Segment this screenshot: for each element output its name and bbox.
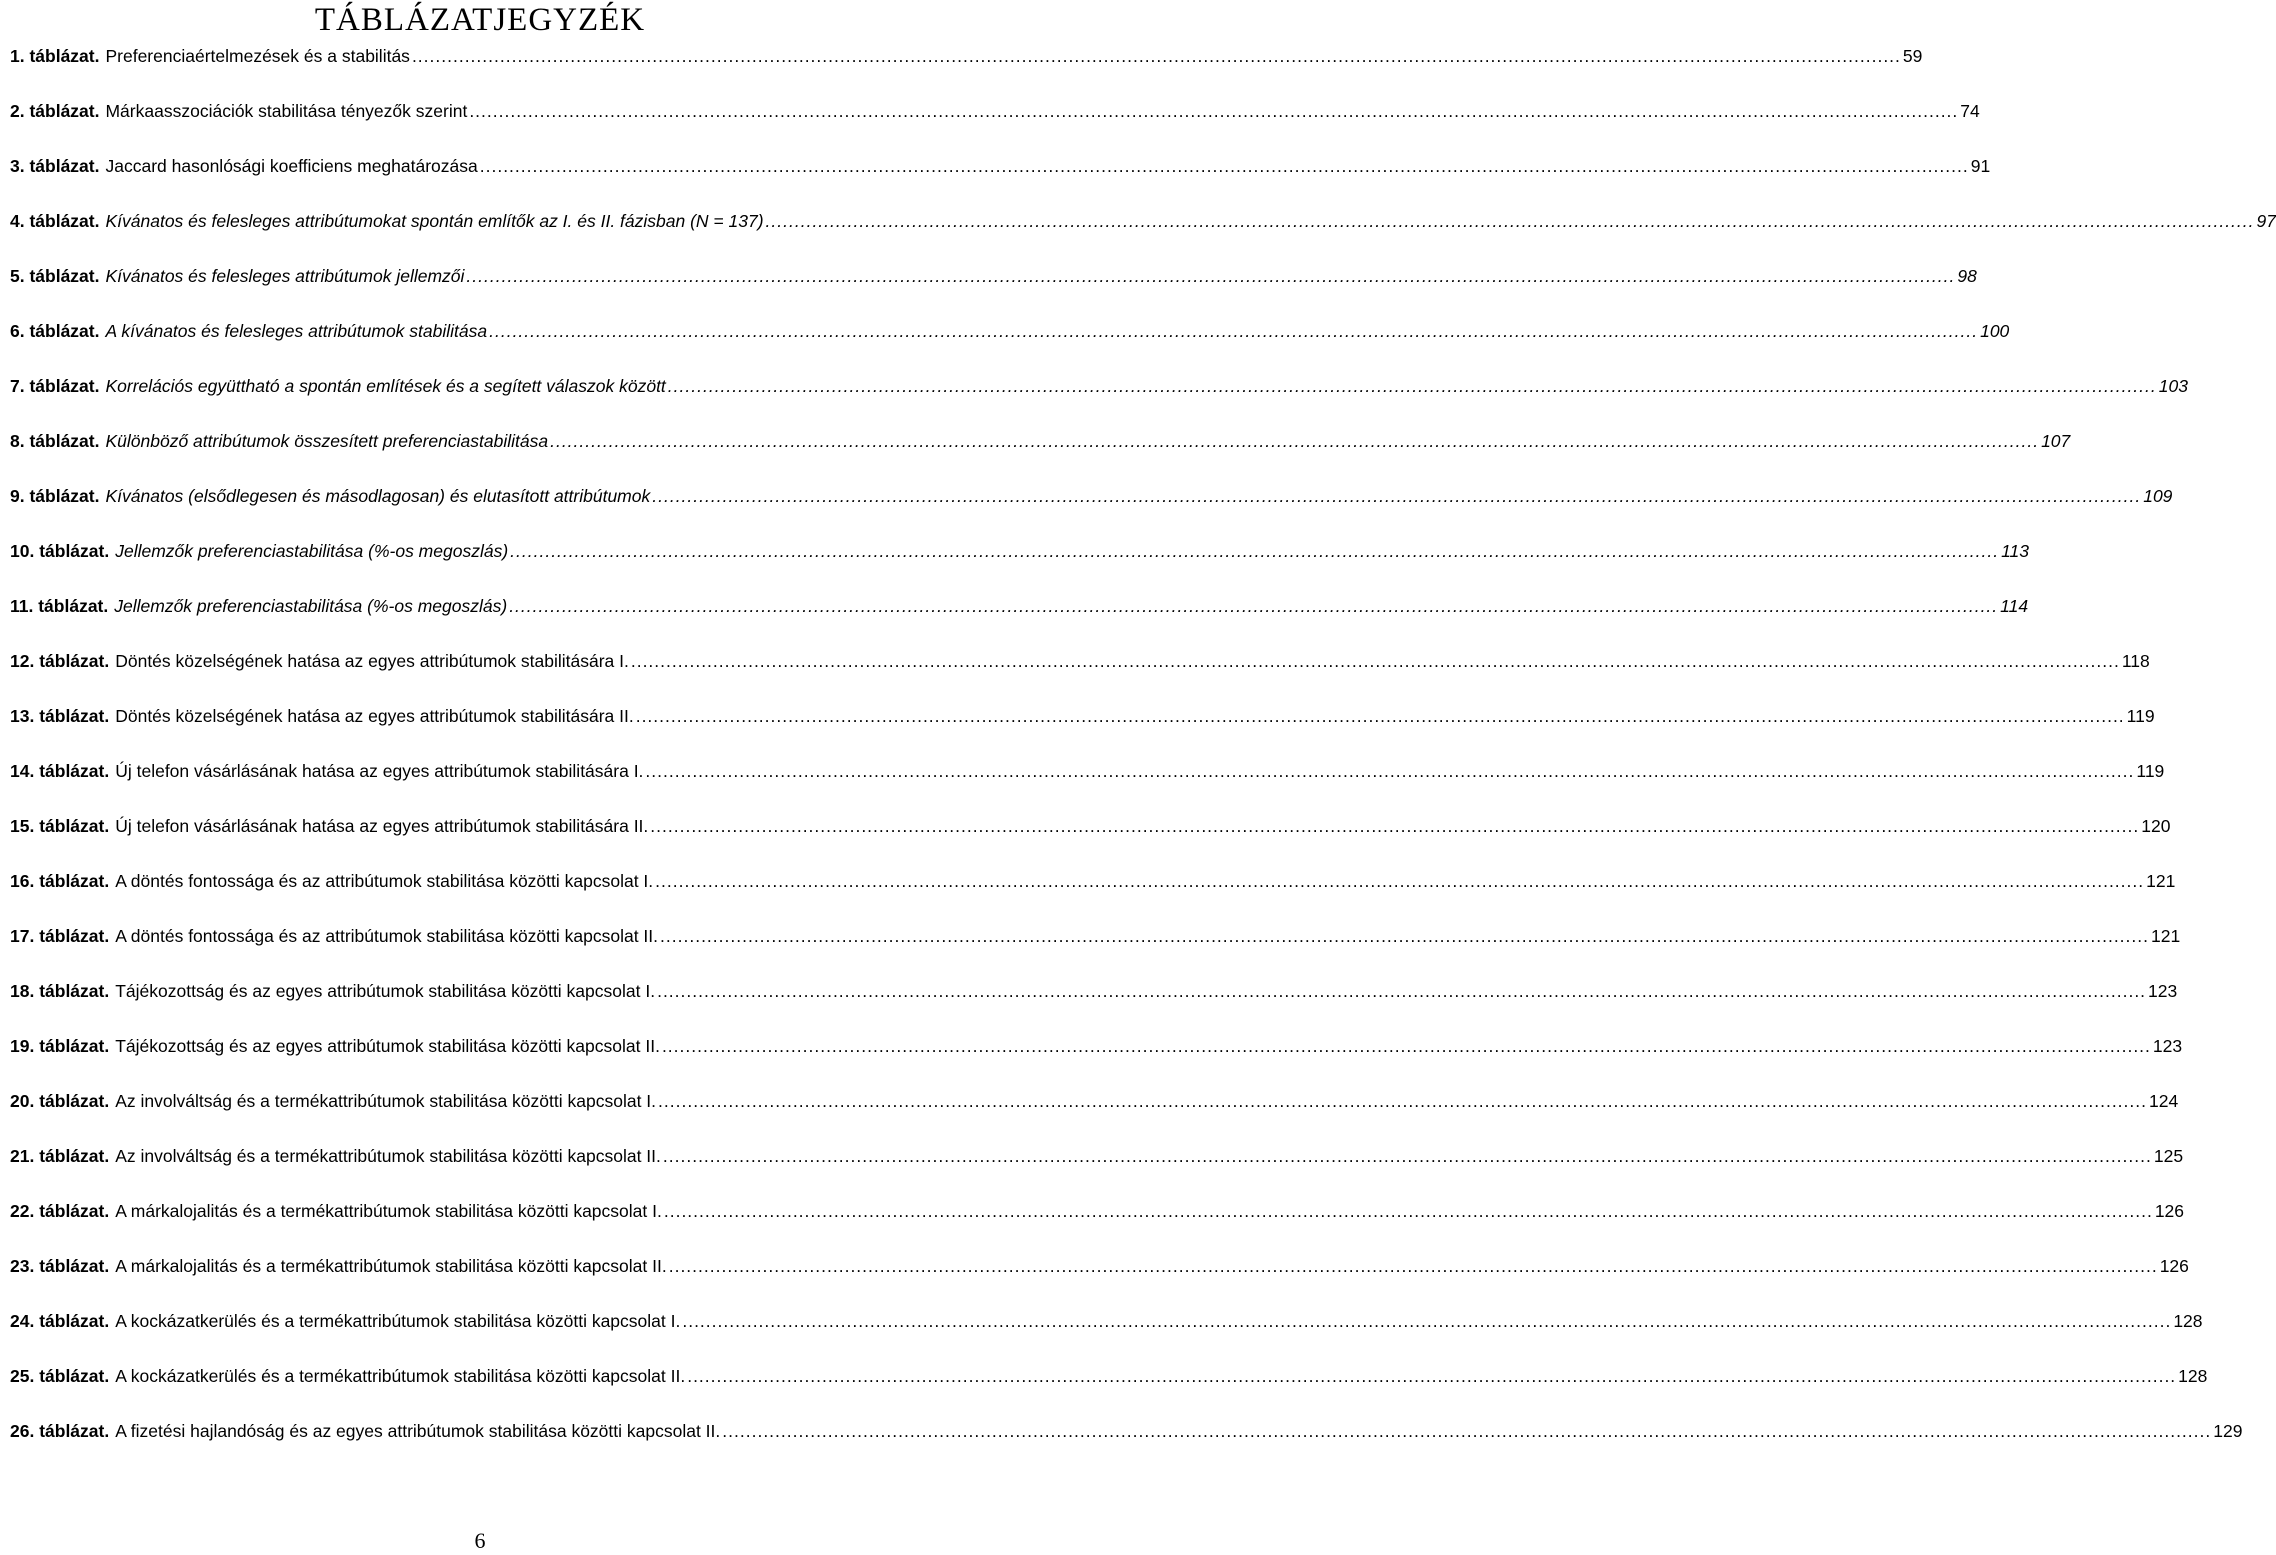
toc-entry-title: Korrelációs együttható a spontán említések és a segített válaszok között bbox=[105, 376, 666, 396]
toc-entry-title: Tájékozottság és az egyes attribútumok stabilitása közötti kapcsolat II. bbox=[115, 1036, 660, 1056]
dot-leader bbox=[669, 1256, 2158, 1277]
toc-entry-title: A döntés fontossága és az attribútumok stabilitása közötti kapcsolat II. bbox=[115, 926, 659, 946]
dot-leader bbox=[658, 1091, 2147, 1112]
toc-entry-page-number: 121 bbox=[2146, 871, 2176, 891]
toc-entry[interactable] bbox=[10, 1366, 2208, 1421]
toc-entry[interactable] bbox=[10, 321, 2010, 376]
toc-entry-label: 18. táblázat. bbox=[10, 981, 110, 1001]
toc-entry-title: Kívánatos (elsődlegesen és másodlagosan) és elutasított attribútumok bbox=[105, 486, 651, 506]
toc-entry-title: Az involváltság és a termékattribútumok stabilitása közötti kapcsolat II. bbox=[115, 1146, 661, 1166]
toc-entry-title: Jellemzők preferenciastabilitása (%-os megoszlás) bbox=[115, 541, 509, 561]
dot-leader bbox=[660, 926, 2149, 947]
dot-leader bbox=[664, 1201, 2153, 1222]
toc-entry-page-number: 59 bbox=[1902, 46, 1923, 66]
dot-leader bbox=[657, 981, 2146, 1002]
toc-entry[interactable] bbox=[10, 1146, 2184, 1201]
toc-entry-label: 2. táblázat. bbox=[10, 101, 100, 121]
toc-entry[interactable] bbox=[10, 486, 2173, 541]
toc-entry-title: Kívánatos és felesleges attribútumokat spontán említők az I. és II. fázisban (N = 137) bbox=[105, 211, 764, 231]
toc-entry[interactable] bbox=[10, 101, 1980, 156]
dot-leader bbox=[652, 486, 2141, 507]
toc-entry-label: 16. táblázat. bbox=[10, 871, 110, 891]
toc-entry-title: Kívánatos és felesleges attribútumok jellemzői bbox=[105, 266, 465, 286]
toc-entry-title: A kívánatos és felesleges attribútumok stabilitása bbox=[105, 321, 488, 341]
toc-entry-page-number: 119 bbox=[2136, 761, 2165, 781]
toc-entry-label: 1. táblázat. bbox=[10, 46, 100, 66]
toc-entry[interactable] bbox=[10, 1201, 2185, 1256]
toc-entry-title: A fizetési hajlandóság és az egyes attribútumok stabilitása közötti kapcsolat II. bbox=[115, 1421, 721, 1441]
toc-entry[interactable] bbox=[10, 651, 2150, 706]
dot-leader bbox=[766, 211, 2255, 232]
toc-entry-title: Döntés közelségének hatása az egyes attribútumok stabilitására II. bbox=[115, 706, 634, 726]
toc-entry-label: 21. táblázat. bbox=[10, 1146, 110, 1166]
toc-entry-title: Márkaasszociációk stabilitása tényezők szerint bbox=[105, 101, 468, 121]
table-of-tables-list bbox=[10, 46, 2276, 1476]
toc-entry-title: A márkalojalitás és a termékattribútumok stabilitása közötti kapcsolat II. bbox=[115, 1256, 667, 1276]
toc-entry-page-number: 107 bbox=[2041, 431, 2071, 451]
toc-entry-label: 8. táblázat. bbox=[10, 431, 100, 451]
toc-entry-title: Különböző attribútumok összesített preferenciastabilitása bbox=[105, 431, 549, 451]
toc-entry-label: 19. táblázat. bbox=[10, 1036, 110, 1056]
toc-entry[interactable] bbox=[10, 1421, 2243, 1476]
toc-entry-page-number: 126 bbox=[2159, 1256, 2189, 1276]
toc-entry[interactable] bbox=[10, 816, 2171, 871]
toc-entry-label: 7. táblázat. bbox=[10, 376, 100, 396]
toc-entry-page-number: 129 bbox=[2213, 1421, 2243, 1441]
toc-entry-label: 9. táblázat. bbox=[10, 486, 100, 506]
toc-entry-title: Döntés közelségének hatása az egyes attribútumok stabilitására I. bbox=[115, 651, 629, 671]
toc-entry-label: 12. táblázat. bbox=[10, 651, 110, 671]
dot-leader bbox=[480, 156, 1969, 177]
toc-entry-label: 17. táblázat. bbox=[10, 926, 110, 946]
toc-entry-page-number: 113 bbox=[2001, 541, 2030, 561]
toc-entry[interactable] bbox=[10, 926, 2181, 981]
toc-entry-label: 11. táblázat. bbox=[10, 596, 109, 616]
dot-leader bbox=[663, 1146, 2152, 1167]
toc-entry-page-number: 123 bbox=[2152, 1036, 2183, 1056]
toc-entry-label: 4. táblázat. bbox=[10, 211, 100, 231]
toc-entry[interactable] bbox=[10, 761, 2165, 816]
dot-leader bbox=[682, 1311, 2171, 1332]
toc-entry-label: 5. táblázat. bbox=[10, 266, 100, 286]
toc-entry-label: 23. táblázat. bbox=[10, 1256, 110, 1276]
dot-leader bbox=[550, 431, 2039, 452]
toc-entry-title: A kockázatkerülés és a termékattribútumok stabilitása közötti kapcsolat I. bbox=[115, 1311, 681, 1331]
dot-leader bbox=[509, 596, 1998, 617]
toc-entry-title: Új telefon vásárlásának hatása az egyes attribútumok stabilitására II. bbox=[115, 816, 649, 836]
dot-leader bbox=[469, 101, 1958, 122]
toc-entry-page-number: 118 bbox=[2121, 651, 2150, 671]
toc-entry-label: 3. táblázat. bbox=[10, 156, 100, 176]
toc-entry-page-number: 98 bbox=[1957, 266, 1977, 286]
page-number: 6 bbox=[474, 1528, 486, 1553]
toc-entry-page-number: 126 bbox=[2154, 1201, 2185, 1221]
toc-entry[interactable] bbox=[10, 871, 2176, 926]
toc-entry[interactable] bbox=[10, 1036, 2183, 1091]
toc-entry-label: 15. táblázat. bbox=[10, 816, 110, 836]
dot-leader bbox=[466, 266, 1955, 287]
dot-leader bbox=[510, 541, 1999, 562]
toc-entry[interactable] bbox=[10, 211, 2276, 266]
dot-leader bbox=[631, 651, 2120, 672]
toc-entry-page-number: 91 bbox=[1970, 156, 1991, 176]
toc-entry-page-number: 97 bbox=[2256, 211, 2276, 231]
dot-leader bbox=[668, 376, 2157, 397]
toc-entry-page-number: 100 bbox=[1980, 321, 2010, 341]
toc-entry-page-number: 128 bbox=[2173, 1311, 2203, 1331]
toc-entry-label: 25. táblázat. bbox=[10, 1366, 110, 1386]
toc-entry-label: 26. táblázat. bbox=[10, 1421, 110, 1441]
toc-entry[interactable] bbox=[10, 266, 1977, 321]
toc-entry-label: 6. táblázat. bbox=[10, 321, 100, 341]
toc-entry-title: A márkalojalitás és a termékattribútumok stabilitása közötti kapcsolat I. bbox=[115, 1201, 662, 1221]
toc-entry-page-number: 123 bbox=[2148, 981, 2178, 1001]
toc-entry-title: Az involváltság és a termékattribútumok stabilitása közötti kapcsolat I. bbox=[115, 1091, 657, 1111]
dot-leader bbox=[645, 761, 2134, 782]
toc-entry-label: 14. táblázat. bbox=[10, 761, 110, 781]
toc-entry-title: Új telefon vásárlásának hatása az egyes attribútumok stabilitására I. bbox=[115, 761, 644, 781]
toc-entry-title: A döntés fontossága és az attribútumok stabilitása közötti kapcsolat I. bbox=[115, 871, 654, 891]
toc-entry-title: Jaccard hasonlósági koefficiens meghatározása bbox=[105, 156, 478, 176]
dot-leader bbox=[489, 321, 1978, 342]
dot-leader bbox=[687, 1366, 2176, 1387]
dot-leader bbox=[412, 46, 1901, 67]
toc-entry[interactable] bbox=[10, 541, 2030, 596]
toc-entry[interactable] bbox=[10, 706, 2155, 761]
toc-entry-page-number: 109 bbox=[2143, 486, 2173, 506]
toc-entry-label: 20. táblázat. bbox=[10, 1091, 110, 1111]
dot-leader bbox=[722, 1421, 2211, 1442]
toc-entry-label: 13. táblázat. bbox=[10, 706, 110, 726]
dot-leader bbox=[636, 706, 2125, 727]
toc-entry-page-number: 114 bbox=[2000, 596, 2029, 616]
toc-entry[interactable] bbox=[10, 1311, 2203, 1366]
toc-entry-page-number: 125 bbox=[2153, 1146, 2184, 1166]
toc-entry[interactable] bbox=[10, 596, 2029, 651]
toc-entry-title: Tájékozottság és az egyes attribútumok stabilitása közötti kapcsolat I. bbox=[115, 981, 656, 1001]
toc-entry-title: Jellemzők preferenciastabilitása (%-os megoszlás) bbox=[114, 596, 508, 616]
toc-entry[interactable] bbox=[10, 156, 1991, 211]
toc-entry-page-number: 120 bbox=[2141, 816, 2171, 836]
toc-entry-page-number: 103 bbox=[2158, 376, 2188, 396]
toc-entry[interactable] bbox=[10, 981, 2178, 1036]
toc-entry[interactable] bbox=[10, 431, 2071, 486]
toc-entry-title: A kockázatkerülés és a termékattribútumok stabilitása közötti kapcsolat II. bbox=[115, 1366, 686, 1386]
toc-entry[interactable] bbox=[10, 46, 1923, 101]
toc-entry-page-number: 74 bbox=[1960, 101, 1980, 121]
toc-entry-page-number: 124 bbox=[2149, 1091, 2179, 1111]
toc-entry-page-number: 121 bbox=[2151, 926, 2181, 946]
toc-entry[interactable] bbox=[10, 376, 2188, 431]
toc-entry-label: 10. táblázat. bbox=[10, 541, 110, 561]
toc-entry[interactable] bbox=[10, 1256, 2189, 1311]
toc-entry-page-number: 128 bbox=[2178, 1366, 2208, 1386]
toc-entry-page-number: 119 bbox=[2126, 706, 2155, 726]
toc-entry-title: Preferenciaértelmezések és a stabilitás bbox=[105, 46, 410, 66]
toc-entry-label: 24. táblázat. bbox=[10, 1311, 110, 1331]
toc-entry[interactable] bbox=[10, 1091, 2179, 1146]
dot-leader bbox=[662, 1036, 2151, 1057]
page-title: TÁBLÁZATJEGYZÉK bbox=[314, 2, 646, 38]
toc-entry-label: 22. táblázat. bbox=[10, 1201, 110, 1221]
dot-leader bbox=[655, 871, 2144, 892]
dot-leader bbox=[650, 816, 2139, 837]
